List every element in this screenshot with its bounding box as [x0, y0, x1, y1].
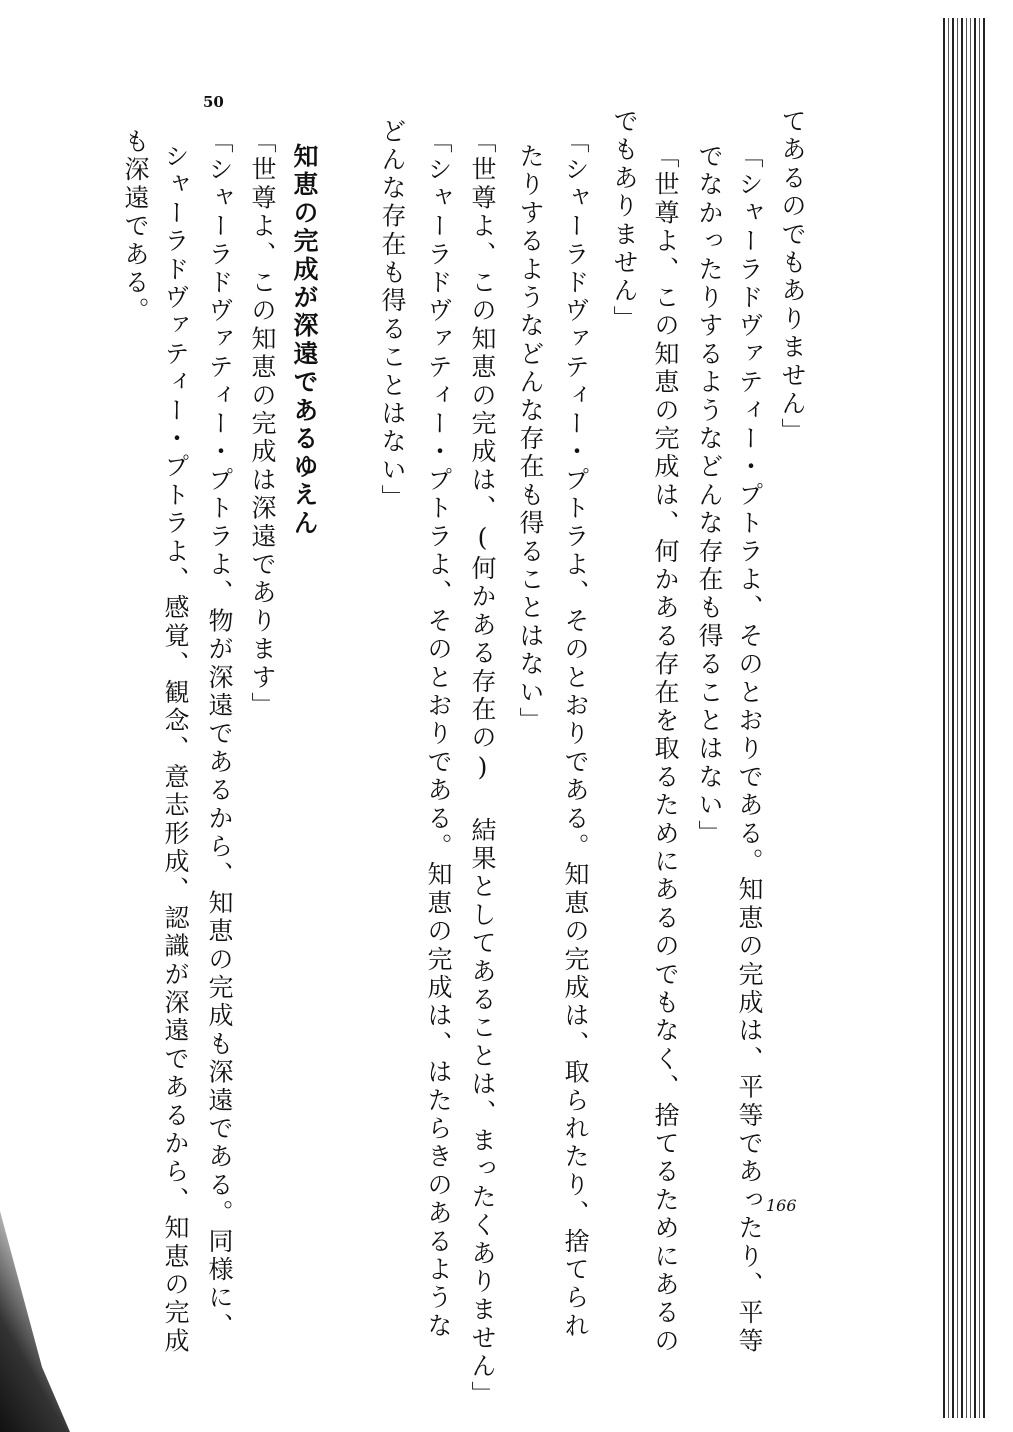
text-column-11: 「シャーラドヴァティー・プトラよ、物が深遠であるから、知恵の完成も深遠である。同様に、 — [205, 128, 234, 1341]
text-column-1: 「シャーラドヴァティー・プトラよ、そのとおりである。知恵の完成は、平等であったり、平等 — [735, 143, 764, 1356]
section-heading: 知恵の完成が深遠であるゆえん — [290, 143, 319, 538]
text-column-5: 「シャーラドヴァティー・プトラよ、そのとおりである。知恵の完成は、取られたり、捨てられ — [561, 128, 590, 1341]
text-column-9: どんな存在も得ることはない」 — [378, 118, 407, 513]
text-column-10: 「世尊よ、この知恵の完成は深遠であります」 — [248, 128, 277, 721]
text-column-13: も深遠である。 — [121, 128, 150, 326]
text-column-6: たりするようなどんな存在も得ることはない」 — [516, 143, 545, 736]
text-column-overflow: てあるのでもありません」 — [778, 108, 807, 447]
text-column-3: 「世尊よ、この知恵の完成は、何かある存在を取るためにあるのでもなく、捨てるためにあるの — [651, 143, 680, 1356]
text-column-7: 「世尊よ、この知恵の完成は、(何かある存在の) 結果としてあることは、まったくありません」 — [468, 128, 497, 1409]
page-number-left: 50 — [203, 93, 224, 111]
text-column-2: でなかったりするようなどんな存在も得ることはない」 — [695, 143, 724, 848]
book-binding-lines — [943, 18, 995, 1418]
text-column-8: 「シャーラドヴァティー・プトラよ、そのとおりである。知恵の完成は、はたらきのあるような — [424, 128, 453, 1341]
text-column-12: シャーラドヴァティー・プトラよ、感覚、観念、意志形成、認識が深遠であるから、知恵の完成 — [161, 143, 190, 1356]
text-column-4: でもありません」 — [610, 108, 639, 334]
scanner-shadow — [0, 1172, 70, 1432]
page-number-right: 166 — [766, 1196, 797, 1215]
